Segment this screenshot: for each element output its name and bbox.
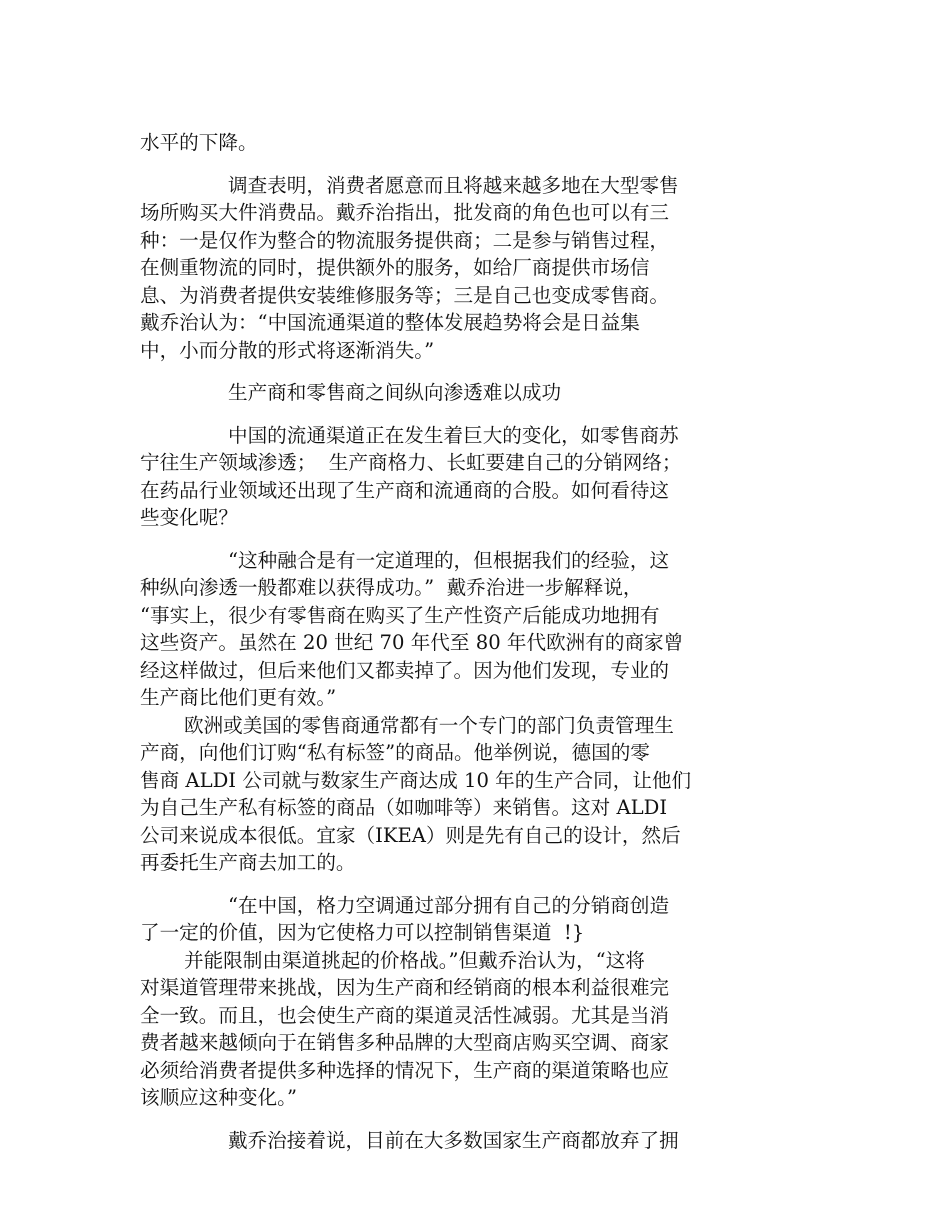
text-line: 戴乔治认为：“中国流通渠道的整体发展趋势将会是日益集 — [140, 311, 640, 334]
text-line: 必须给消费者提供多种选择的情况下，生产商的渠道策略也应 — [140, 1058, 670, 1082]
text-line: “事实上，很少有零售商在购买了生产性资产后能成功地拥有 — [140, 603, 660, 627]
text-line: 生产商比他们更有效。” — [140, 686, 337, 709]
paragraph — [140, 892, 740, 947]
text-line: 该顺应这种变化。” — [140, 1086, 297, 1109]
paragraph — [140, 422, 740, 532]
text-line: 种纵向渗透一般都难以获得成功。” 戴乔治进一步解释说， — [140, 576, 643, 599]
text-line: 并能限制由渠道挑起的价格战。”但戴乔治认为，“这将 — [184, 948, 645, 972]
text-line: 中，小而分散的形式将逐渐消失。” — [140, 338, 435, 362]
text-line: 水平的下降。 — [140, 131, 258, 154]
text-line: 售商 ALDI 公司就与数家生产商达成 10 年的生产合同，让他们 — [140, 768, 692, 792]
text-line: 费者越来越倾向于在销售多种品牌的大型商店购买空调、商家 — [140, 1031, 670, 1054]
text-line: 欧洲或美国的零售商通常都有一个专门的部门负责管理生 — [184, 713, 674, 737]
text-line: 为自己生产私有标签的商品（如咖啡等）来销售。这对 ALDI — [140, 796, 668, 819]
text-line: 对渠道管理带来挑战，因为生产商和经销商的根本利益很难完 — [140, 976, 670, 999]
text-line: 公司来说成本很低。宜家（IKEA）则是先有自己的设计，然后 — [140, 823, 681, 847]
paragraph — [140, 712, 740, 877]
text-line: 种：一是仅作为整合的物流服务提供商；二是参与销售过程， — [140, 228, 670, 252]
paragraph — [140, 172, 740, 365]
paragraph — [140, 1127, 740, 1155]
text-line: 再委托生产商去加工的。 — [140, 851, 356, 874]
text-line: 产商，向他们订购“私有标签”的商品。他举例说，德国的零 — [140, 741, 650, 764]
text-line: 生产商和零售商之间纵向渗透难以成功 — [228, 381, 562, 404]
section-heading — [140, 379, 740, 407]
text-line: 在侧重物流的同时，提供额外的服务，如给厂商提供市场信 — [140, 256, 650, 279]
text-line: 息、为消费者提供安装维修服务等；三是自己也变成零售商。 — [140, 283, 670, 307]
text-line: 经这样做过，但后来他们又都卖掉了。因为他们发现，专业的 — [140, 658, 670, 682]
text-line: “在中国，格力空调通过部分拥有自己的分销商创造 — [228, 893, 670, 917]
text-line: 宁往生产领域渗透； 生产商格力、长虹要建自己的分销网络； — [140, 451, 682, 474]
text-line: 场所购买大件消费品。戴乔治指出，批发商的角色也可以有三 — [140, 201, 670, 224]
text-line: 调查表明，消费者愿意而且将越来越多地在大型零售 — [228, 173, 679, 197]
text-line: 全一致。而且，也会使生产商的渠道灵活性减弱。尤其是当消 — [140, 1003, 670, 1027]
text-line: “这种融合是有一定道理的，但根据我们的经验，这 — [228, 548, 670, 572]
paragraph — [140, 547, 740, 712]
text-line: 在药品行业领域还出现了生产商和流通商的合股。如何看待这 — [140, 478, 670, 502]
text-line: 了一定的价值，因为它使格力可以控制销售渠道 !} — [140, 921, 585, 944]
text-line: 中国的流通渠道正在发生着巨大的变化，如零售商苏 — [228, 423, 679, 447]
document-page — [140, 129, 740, 1154]
paragraph — [140, 129, 740, 157]
text-line: 些变化呢？ — [140, 506, 238, 529]
text-line: 这些资产。虽然在 20 世纪 70 年代至 80 年代欧洲有的商家曾 — [140, 631, 684, 654]
paragraph — [140, 947, 740, 1112]
text-line: 戴乔治接着说，目前在大多数国家生产商都放弃了拥 — [228, 1128, 679, 1152]
